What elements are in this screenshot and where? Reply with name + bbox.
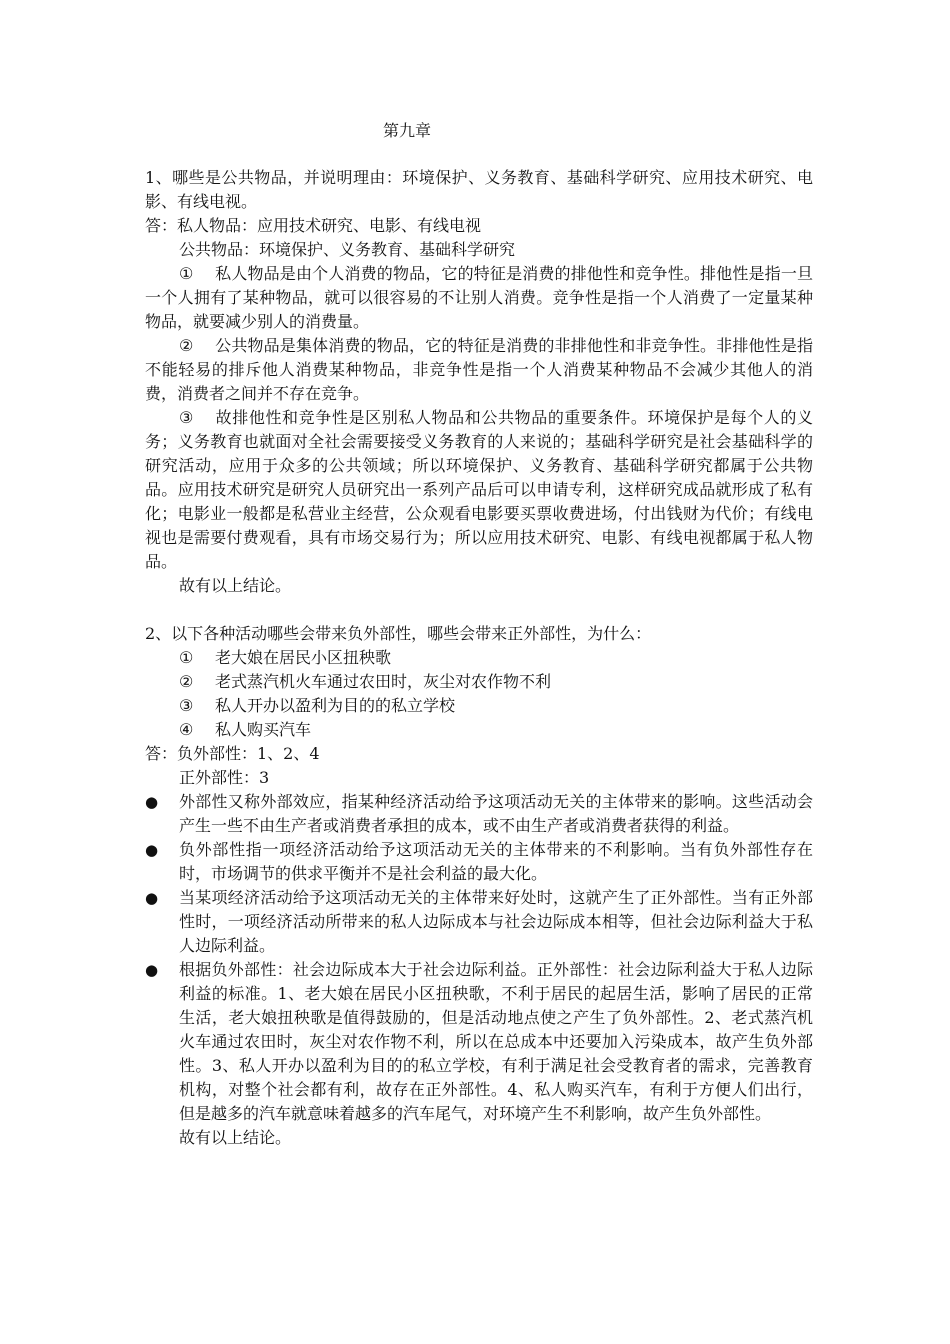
section-gap — [145, 598, 813, 622]
answer-2-negative: 答：负外部性：1、2、4 — [145, 744, 320, 763]
point-number: ② — [179, 336, 194, 355]
q1-point-1 — [145, 262, 813, 334]
point-number: ① — [179, 264, 194, 283]
item-text: 老大娘在居民小区扭秧歌 — [215, 648, 392, 667]
item-number: ② — [179, 672, 194, 691]
bullet-dot-icon: ● — [145, 841, 159, 859]
item-text: 私人购买汽车 — [215, 720, 312, 739]
question-2: 2、以下各种活动哪些会带来负外部性，哪些会带来正外部性，为什么： — [145, 624, 652, 643]
bullet-item-4 — [145, 958, 813, 1126]
q2-item-3 — [145, 694, 813, 718]
q2-conclusion: 故有以上结论。 — [179, 1128, 292, 1147]
item-text: 老式蒸汽机火车通过农田时，灰尘对农作物不利 — [215, 672, 552, 691]
q1-point-3 — [145, 406, 813, 574]
question-1: 1、哪些是公共物品，并说明理由：环境保护、义务教育、基础科学研究、应用技术研究、电影、有线电视。 — [145, 168, 813, 211]
bullet-item-1 — [145, 790, 813, 838]
chapter-title: 第九章 — [383, 121, 432, 140]
answer-1-private: 答：私人物品：应用技术研究、电影、有线电视 — [145, 216, 482, 235]
item-number: ① — [179, 648, 194, 667]
document-body — [145, 166, 813, 1150]
answer-1-public: 公共物品：环境保护、义务教育、基础科学研究 — [179, 240, 516, 259]
bullet-text: 当某项经济活动给予这项活动无关的主体带来好处时，这就产生了正外部性。当有正外部性时，一项经济活动所带来的私人边际成本与社会边际成本相等，但社会边际利益大于私人边际利益。 — [179, 888, 813, 955]
q2-item-4 — [145, 718, 813, 742]
bullet-text: 根据负外部性：社会边际成本大于社会边际利益。正外部性：社会边际利益大于私人边际利益的标准。1、老大娘在居民小区扭秧歌，不利于居民的起居生活，影响了居民的正常生活，老大娘扭秧歌是值得鼓励的，但是活动地点使之产生了负外部性。2、老式蒸汽机火车通过农田时，灰尘对农作物不利，所以在总成本中还要加入污染成本，故产生负外部性。3、私人开办以盈利为目的的私立学校，有利于满足社会受教育者的需求，完善教育机构，对整个社会都有利，故存在正外部性。4、私人购买汽车，有利于方便人们出行，但是越多的汽车就意味着越多的汽车尾气，对环境产生不利影响，故产生负外部性。 — [179, 960, 813, 1123]
answer-2-positive: 正外部性：3 — [179, 768, 270, 787]
point-text: 私人物品是由个人消费的物品，它的特征是消费的排他性和竞争性。排他性是指一旦一个人拥有了某种物品，就可以很容易的不让别人消费。竞争性是指一个人消费了一定量某种物品，就要减少别人的消费量。 — [145, 264, 813, 331]
q1-point-2 — [145, 334, 813, 406]
q1-conclusion: 故有以上结论。 — [179, 576, 292, 595]
point-text: 故排他性和竞争性是区别私人物品和公共物品的重要条件。环境保护是每个人的义务；义务教育也就面对全社会需要接受义务教育的人来说的；基础科学研究是社会基础科学的研究活动，应用于众多的公共领域；所以环境保护、义务教育、基础科学研究都属于公共物品。应用技术研究是研究人员研究出一系列产品后可以申请专利，这样研究成品就形成了私有化；电影业一般都是私营业主经营，公众观看电影要买票收费进场，付出钱财为代价；有线电视也是需要付费观看，具有市场交易行为；所以应用技术研究、电影、有线电视都属于私人物品。 — [145, 408, 813, 571]
bullet-text: 外部性又称外部效应，指某种经济活动给予这项活动无关的主体带来的影响。这些活动会产生一些不由生产者或消费者承担的成本，或不由生产者或消费者获得的利益。 — [179, 792, 813, 835]
bullet-item-3 — [145, 886, 813, 958]
item-number: ③ — [179, 696, 194, 715]
bullet-dot-icon: ● — [145, 961, 159, 979]
point-text: 公共物品是集体消费的物品，它的特征是消费的非排他性和非竞争性。非排他性是指不能轻易的排斥他人消费某种物品，非竞争性是指一个人消费某种物品不会减少其他人的消费，消费者之间并不存在竞争。 — [145, 336, 813, 403]
item-number: ④ — [179, 720, 194, 739]
q2-item-2 — [145, 670, 813, 694]
bullet-dot-icon: ● — [145, 793, 159, 811]
bullet-text: 负外部性指一项经济活动给予这项活动无关的主体带来的不利影响。当有负外部性存在时，市场调节的供求平衡并不是社会利益的最大化。 — [179, 840, 813, 883]
bullet-dot-icon: ● — [145, 889, 159, 907]
bullet-item-2 — [145, 838, 813, 886]
point-number: ③ — [179, 408, 194, 427]
q2-item-1 — [145, 646, 813, 670]
item-text: 私人开办以盈利为目的的私立学校 — [215, 696, 456, 715]
